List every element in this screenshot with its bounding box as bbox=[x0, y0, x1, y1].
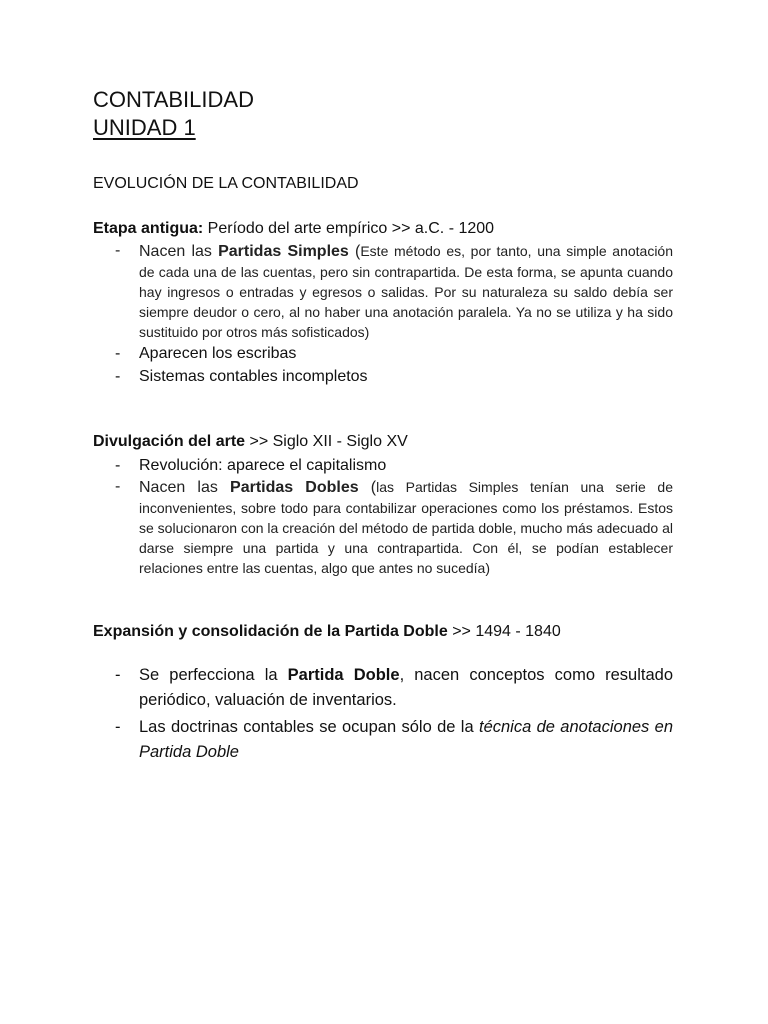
bullet-dash: - bbox=[115, 718, 121, 736]
stage-label: Etapa antigua: bbox=[93, 220, 204, 237]
stage-label: Expansión y consolidación de la Partida Doble bbox=[93, 623, 448, 640]
item-detail: Este método es, por tanto, una simple anotación de cada una de las cuentas, pero sin contrapartida. De esta forma, se apunta cuando hay ingresos o entradas y egresos o salidas. Por su naturaleza su saldo debía ser siempre deudor o cero, al no haber una anotación paralela. Ya no se utiliza y ha sido sustituido por otros más sofisticados) bbox=[139, 243, 674, 340]
item-text: Revolución: aparece el capitalismo bbox=[139, 457, 387, 474]
stage-list-divulgation bbox=[93, 454, 673, 578]
list-item bbox=[93, 454, 673, 477]
item-bold-term: Partidas Dobles bbox=[230, 479, 359, 496]
item-paren: ( bbox=[358, 479, 377, 496]
stage-heading-expansion bbox=[93, 622, 561, 642]
stage-list-expansion bbox=[93, 663, 673, 765]
stage-heading-divulgation bbox=[93, 432, 408, 452]
bullet-dash: - bbox=[115, 457, 121, 474]
item-italic-term: técnica de anotaciones en Partida Doble bbox=[139, 718, 673, 761]
stage-label: Divulgación del arte bbox=[93, 433, 246, 450]
item-prefix: Nacen las bbox=[139, 243, 219, 260]
list-item bbox=[93, 365, 673, 388]
item-prefix: Las doctrinas contables se ocupan sólo de la bbox=[139, 718, 479, 736]
stage-list-ancient bbox=[93, 241, 673, 388]
stage-period: >> 1494 - 1840 bbox=[447, 623, 561, 640]
list-item bbox=[93, 342, 673, 365]
item-suffix: , nacen conceptos como resultado periódico, valuación de inventarios. bbox=[139, 666, 673, 709]
bullet-dash: - bbox=[115, 242, 121, 259]
stage-heading-ancient bbox=[93, 219, 494, 239]
item-paren: ( bbox=[348, 243, 361, 260]
document-title: CONTABILIDAD bbox=[93, 87, 254, 112]
bullet-dash: - bbox=[115, 666, 121, 684]
item-prefix: Nacen las bbox=[139, 479, 231, 496]
list-item bbox=[93, 715, 673, 765]
section-title: EVOLUCIÓN DE LA CONTABILIDAD bbox=[93, 175, 359, 192]
item-prefix: Se perfecciona la bbox=[139, 666, 288, 684]
stage-period: Período del arte empírico >> a.C. - 1200 bbox=[203, 220, 495, 237]
document-subtitle: UNIDAD 1 bbox=[93, 115, 196, 140]
list-item bbox=[93, 663, 673, 713]
list-item bbox=[93, 477, 673, 578]
bullet-dash: - bbox=[115, 368, 121, 385]
item-text: Sistemas contables incompletos bbox=[139, 368, 368, 385]
bullet-dash: - bbox=[115, 478, 121, 495]
item-text: Aparecen los escribas bbox=[139, 345, 297, 362]
list-item bbox=[93, 241, 673, 342]
item-bold-term: Partidas Simples bbox=[218, 243, 349, 260]
item-bold-term: Partida Doble bbox=[287, 666, 400, 684]
bullet-dash: - bbox=[115, 345, 121, 362]
stage-period: >> Siglo XII - Siglo XV bbox=[245, 433, 408, 450]
item-detail: las Partidas Simples tenían una serie de inconvenientes, sobre todo para contabilizar operaciones como los préstamos. Estos se solucionaron con la creación del método de partida doble, mucho más adecuado al darse siempre una partida y una contrapartida. Con él, se podían establecer relaciones entre las cuentas, algo que antes no sucedía) bbox=[139, 479, 673, 576]
document-page bbox=[93, 86, 674, 761]
